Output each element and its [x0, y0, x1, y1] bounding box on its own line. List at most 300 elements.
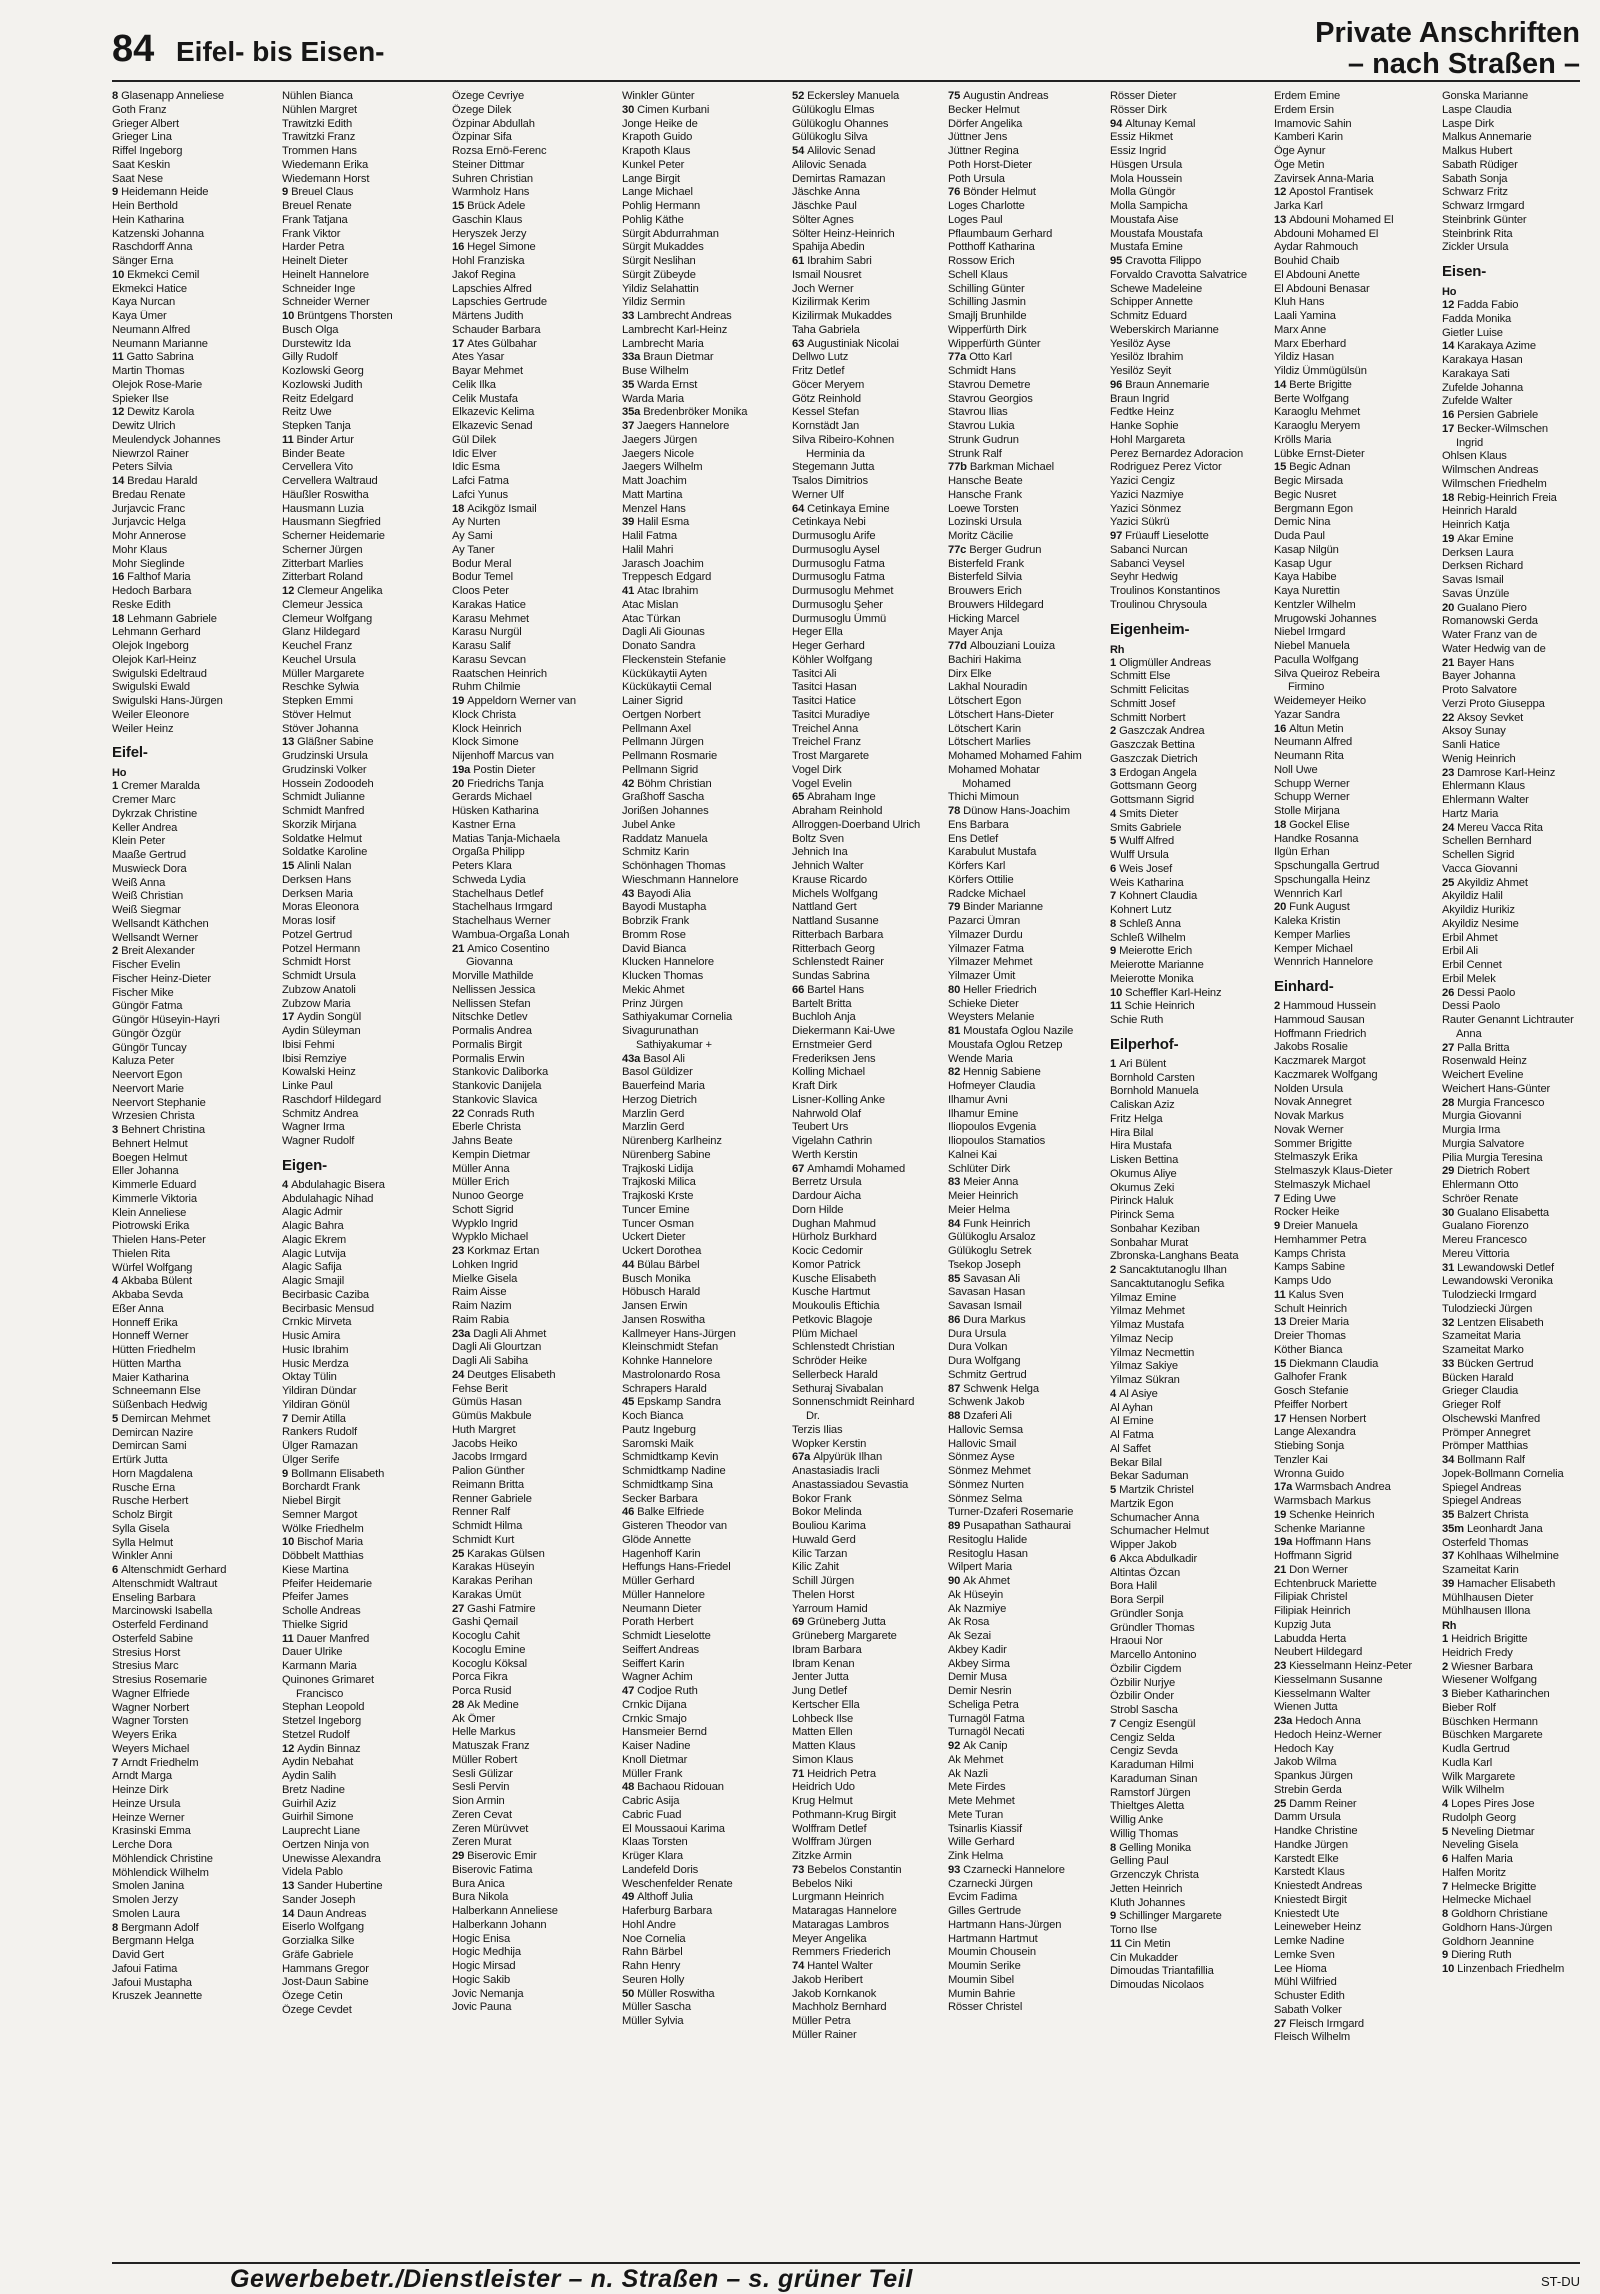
resident-entry: 3 Bieber Katharinchen	[1442, 1688, 1550, 1700]
resident-entry: Huth Margret	[452, 1423, 516, 1436]
house-number: 2	[1110, 725, 1117, 738]
resident-entry: Olschewski Manfred	[1442, 1412, 1541, 1425]
resident-entry: Galhofer Frank	[1274, 1371, 1347, 1384]
resident-entry: Simon Klaus	[792, 1753, 854, 1766]
house-number: 12	[112, 406, 125, 419]
resident-entry: Klaas Torsten	[622, 1836, 688, 1849]
resident-entry: Bayar Mehmet	[452, 365, 523, 377]
resident-entry: Behnert Helmut	[112, 1137, 188, 1150]
resident-entry: 11 Gatto Sabrina	[112, 351, 194, 364]
resident-entry: 2 Hammoud Hussein	[1274, 1000, 1376, 1012]
resident-entry: Turner-Dzaferi Rosemarie	[948, 1506, 1074, 1519]
resident-entry: El Abdouni Benasar	[1274, 282, 1370, 295]
resident-entry: Sabanci Nurcan	[1110, 543, 1188, 556]
resident-entry: 1 Ari Bülent	[1110, 1057, 1167, 1070]
resident-entry: Honneff Erika	[112, 1316, 178, 1329]
resident-entry: Marzlin Gerd	[622, 1121, 685, 1134]
resident-entry: Romanowski Gerda	[1442, 615, 1538, 628]
resident-entry: Prömper Matthias	[1442, 1440, 1528, 1453]
resident-entry: Klucken Thomas	[622, 970, 704, 982]
district-code: Ho	[1442, 286, 1457, 298]
resident-entry: Kizilirmak Kerim	[792, 296, 870, 309]
resident-entry: Water Hedwig van de	[1442, 642, 1546, 655]
resident-entry: Moras Iosif	[282, 915, 336, 927]
resident-entry: Bokor Melinda	[792, 1506, 862, 1519]
resident-entry: 11 Cin Metin	[1110, 1937, 1171, 1950]
house-number: 20	[1442, 601, 1455, 614]
resident-entry: Peters Silvia	[112, 461, 173, 474]
resident-entry: Linke Paul	[282, 1080, 333, 1092]
resident-entry: 84 Funk Heinrich	[948, 1217, 1031, 1230]
resident-entry: Wenig Heinrich	[1442, 752, 1516, 765]
resident-entry: 27 Palla Britta	[1442, 1041, 1510, 1054]
resident-entry: Steinbrink Rita	[1442, 227, 1513, 240]
resident-entry: 96 Braun Annemarie	[1110, 378, 1210, 391]
resident-entry: Tulodziecki Irmgard	[1442, 1289, 1537, 1301]
house-number: 89	[948, 1520, 961, 1532]
resident-entry: Ilgün Erhan	[1274, 846, 1330, 859]
resident-entry: Nühlen Bianca	[282, 90, 353, 102]
resident-entry: Körfers Ottilie	[948, 873, 1014, 886]
resident-entry: Marzlin Gerd	[622, 1107, 685, 1120]
resident-entry: Kilic Tarzan	[792, 1547, 848, 1560]
resident-entry: Dagli Ali Glourtzan	[452, 1341, 542, 1354]
resident-entry: Sabanci Veysel	[1110, 557, 1185, 570]
resident-entry: 18 Gockel Elise	[1274, 818, 1350, 831]
resident-entry: Crnkic Mirveta	[282, 1316, 352, 1329]
resident-entry: Yarroum Hamid	[792, 1602, 868, 1615]
house-number: 7	[1274, 1192, 1281, 1205]
house-number: 61	[792, 255, 805, 267]
resident-entry: Möhlendick Christine	[112, 1852, 213, 1865]
resident-entry: 25 Akyildiz Ahmet	[1442, 876, 1528, 889]
house-number: 3	[1442, 1688, 1449, 1700]
directory-column	[1442, 90, 1600, 2280]
resident-entry: Pflaumbaum Gerhard	[948, 227, 1053, 240]
resident-entry: Hüsgen Ursula	[1110, 158, 1183, 171]
resident-entry: Paculla Wolfgang	[1274, 653, 1359, 666]
resident-entry: 13 Gläßner Sabine	[282, 736, 374, 749]
resident-entry: Swigulski Ewald	[112, 681, 190, 694]
resident-entry: David Bianca	[622, 942, 687, 955]
resident-entry: Stolle Mirjana	[1274, 805, 1340, 817]
resident-entry: Al Fatma	[1110, 1429, 1154, 1441]
resident-entry: Gaszczak Bettina	[1110, 739, 1195, 751]
resident-entry: Mete Turan	[948, 1808, 1004, 1821]
resident-entry: Heger Gerhard	[792, 640, 865, 652]
resident-entry: Yilmazer Fatma	[948, 942, 1024, 955]
resident-entry: Hira Bilal	[1110, 1126, 1154, 1139]
resident-entry: 37 Kohlhaas Wilhelmine	[1442, 1550, 1559, 1563]
resident-entry: Sönmez Selma	[948, 1492, 1023, 1505]
resident-entry: Karaoglu Meryem	[1274, 420, 1361, 432]
resident-entry: Kaiser Nadine	[622, 1740, 691, 1752]
resident-entry: Jakobs Rosalie	[1274, 1041, 1348, 1054]
resident-entry: Moritz Cäcilie	[948, 530, 1014, 542]
resident-entry: Bisterfeld Silvia	[948, 571, 1022, 584]
resident-entry: Özbilir Cigdem	[1110, 1662, 1182, 1675]
resident-entry: Crnkic Dijana	[622, 1698, 687, 1711]
resident-entry: 78 Dünow Hans-Joachim	[948, 805, 1070, 817]
resident-entry: 7 Demir Atilla	[282, 1412, 346, 1425]
resident-entry: 12 Clemeur Angelika	[282, 585, 383, 597]
house-number: 2	[1442, 1660, 1449, 1673]
resident-entry: Palion Günther	[452, 1465, 525, 1477]
resident-entry: 9 Bollmann Elisabeth	[282, 1467, 385, 1480]
directory-column	[948, 90, 1112, 2280]
resident-entry: Cengiz Selda	[1110, 1731, 1175, 1744]
house-number: 33a	[622, 351, 641, 364]
resident-entry: Lewandowski Veronika	[1442, 1275, 1553, 1288]
house-number: 19a	[452, 763, 471, 776]
resident-entry: Lemke Sven	[1274, 1948, 1335, 1961]
resident-entry: Nitschke Detlev	[452, 1011, 528, 1024]
resident-entry: Raschdorff Anna	[112, 241, 193, 254]
house-number: 49	[622, 1891, 635, 1904]
resident-entry: Durmusoglu Fatma	[792, 557, 885, 570]
resident-entry: Gülükoglu Silva	[792, 131, 868, 144]
resident-entry: Bekar Saduman	[1110, 1470, 1189, 1483]
resident-entry: 8 Goldhorn Christiane	[1442, 1908, 1548, 1920]
resident-entry: Bouliou Karima	[792, 1520, 866, 1532]
resident-entry: Sonbahar Murat	[1110, 1236, 1189, 1249]
resident-entry: Neervort Egon	[112, 1069, 183, 1081]
resident-entry: Schmidt Kurt	[452, 1533, 515, 1546]
resident-entry: Spiegel Andreas	[1442, 1481, 1522, 1494]
resident-entry: Schmidt Lieselotte	[622, 1630, 711, 1642]
resident-entry: 19a Postin Dieter	[452, 763, 536, 776]
resident-entry: Elkazevic Kelima	[452, 406, 535, 419]
house-number: 15	[452, 200, 465, 212]
resident-entry: Altenschmidt Waltraut	[112, 1577, 218, 1590]
resident-entry: 12 Apostol Frantisek	[1274, 186, 1374, 199]
resident-entry: Mielke Gisela	[452, 1272, 518, 1285]
resident-entry: Water Franz van de	[1442, 629, 1538, 641]
resident-entry: 10 Linzenbach Friedhelm	[1442, 1963, 1565, 1975]
resident-entry: Schmidtkamp Kevin	[622, 1451, 719, 1464]
house-number: 15	[282, 860, 295, 872]
resident-entry: Kamps Udo	[1274, 1275, 1332, 1287]
resident-entry: 45 Epskamp Sandra	[622, 1396, 721, 1409]
house-number: 27	[452, 1602, 465, 1615]
resident-entry: Handke Jürgen	[1274, 1838, 1348, 1851]
resident-entry: Heinrich Harald	[1442, 505, 1517, 518]
resident-entry: Allroggen-Doerband Ulrich	[792, 818, 921, 831]
resident-entry: Weiß Siegmar	[112, 904, 181, 916]
resident-entry: 73 Bebelos Constantin	[792, 1863, 902, 1876]
resident-entry: Yilmaz Mustafa	[1110, 1319, 1184, 1331]
resident-entry: Zeren Murat	[452, 1836, 512, 1849]
resident-entry: Pellmann Sigrid	[622, 763, 699, 776]
resident-entry: Niebel Manuela	[1274, 640, 1350, 652]
resident-entry: Boltz Sven	[792, 832, 844, 845]
resident-entry: Gümüs Makbule	[452, 1410, 532, 1422]
resident-entry: Kilic Zahit	[792, 1561, 839, 1574]
resident-entry: 6 Akca Abdulkadir	[1110, 1552, 1198, 1565]
resident-entry: Kertscher Ella	[792, 1698, 860, 1711]
resident-entry: Ülger Ramazan	[282, 1440, 358, 1452]
resident-entry: Sancaktutanoglu Sefika	[1110, 1277, 1225, 1290]
resident-entry: Raschdorf Hildegard	[282, 1093, 382, 1106]
resident-entry: Schumacher Anna	[1110, 1511, 1200, 1524]
resident-entry: 24 Deutges Elisabeth	[452, 1368, 556, 1381]
resident-entry: 83 Meier Anna	[948, 1176, 1019, 1189]
resident-entry: Fischer Heinz-Dieter	[112, 972, 211, 985]
house-number: 22	[1442, 711, 1455, 724]
house-number: 11	[1274, 1288, 1286, 1301]
resident-entry: 79 Binder Marianne	[948, 901, 1043, 914]
resident-entry: Bora Serpil	[1110, 1594, 1164, 1606]
resident-entry: Hemhammer Petra	[1274, 1233, 1367, 1246]
resident-entry: Durmusoglu Mehmet	[792, 585, 894, 597]
resident-entry: 66 Bartel Hans	[792, 983, 864, 996]
resident-entry: Stetzel Ingeborg	[282, 1715, 362, 1727]
resident-entry: Zeren Cevat	[452, 1808, 512, 1821]
resident-entry: 11 Kalus Sven	[1274, 1288, 1344, 1301]
resident-entry: Trajkoski Krste	[622, 1190, 694, 1202]
resident-entry: Stelmaszyk Erika	[1274, 1151, 1358, 1164]
resident-entry: Güngör Tuncay	[112, 1041, 187, 1054]
resident-entry: Grieger Claudia	[1442, 1385, 1519, 1398]
resident-entry: Bura Anica	[452, 1877, 505, 1890]
resident-entry: Bora Halil	[1110, 1580, 1157, 1593]
resident-entry: Köther Bianca	[1274, 1343, 1343, 1356]
resident-entry: 50 Müller Roswitha	[622, 1987, 715, 2000]
resident-entry: Kalnei Kai	[948, 1148, 997, 1161]
resident-entry: Jovic Nemanja	[452, 1987, 524, 2000]
resident-entry: Karasu Salif	[452, 640, 511, 652]
resident-entry: Wagner Achim	[622, 1671, 693, 1684]
resident-entry: Wagner Torsten	[112, 1715, 189, 1728]
resident-entry: Erbil Cennet	[1442, 959, 1502, 971]
house-number: 41	[622, 585, 635, 597]
house-number: 11	[1110, 1937, 1122, 1950]
resident-entry: Ak Sezai	[948, 1630, 991, 1642]
resident-entry: 24 Mereu Vacca Rita	[1442, 821, 1543, 834]
resident-entry: Döbbelt Matthias	[282, 1550, 364, 1562]
resident-entry: Smits Gabriele	[1110, 821, 1182, 834]
resident-entry: Becirbasic Mensud	[282, 1302, 374, 1315]
resident-entry: Reschke Sylwia	[282, 681, 359, 694]
resident-entry: Warda Maria	[622, 392, 684, 405]
resident-entry: 88 Dzaferi Ali	[948, 1410, 1012, 1422]
house-number: 13	[282, 736, 295, 749]
resident-entry: 2 Wiesner Barbara	[1442, 1660, 1533, 1673]
resident-entry: Karakaya Sati	[1442, 367, 1510, 380]
resident-entry: Lemke Nadine	[1274, 1935, 1345, 1947]
resident-entry: Willig Anke	[1110, 1814, 1164, 1826]
resident-entry: Iliopoulos Evgenia	[948, 1121, 1037, 1134]
house-number: 5	[1442, 1825, 1449, 1838]
resident-entry: Hogic Sakib	[452, 1973, 511, 1986]
resident-entry: Zavirsek Anna-Maria	[1274, 172, 1374, 185]
resident-entry: Wolffram Detlef	[792, 1822, 867, 1835]
resident-entry: Potthoff Katharina	[948, 241, 1035, 254]
resident-entry: Krapoth Klaus	[622, 145, 691, 157]
house-number: 23	[1274, 1660, 1287, 1672]
resident-entry: Müller Hannelore	[622, 1588, 705, 1601]
resident-entry: Ibram Barbara	[792, 1643, 862, 1656]
resident-entry: Porca Fikra	[452, 1671, 508, 1684]
resident-entry: Kozlowski Georg	[282, 365, 364, 377]
resident-entry: Soldatke Helmut	[282, 832, 362, 845]
resident-entry: Müller Margarete	[282, 667, 365, 680]
resident-entry: Teubert Urs	[792, 1121, 849, 1134]
resident-entry: Dreier Thomas	[1274, 1330, 1346, 1342]
resident-entry: Maaße Gertrud	[112, 849, 186, 861]
resident-entry: Grieger Albert	[112, 117, 179, 130]
resident-entry: Goldhorn Hans-Jürgen	[1442, 1921, 1553, 1934]
resident-entry: 1 Heidrich Brigitte	[1442, 1633, 1528, 1645]
resident-entry: Lohbeck Ilse	[792, 1712, 854, 1725]
resident-entry: Weiß Christian	[112, 890, 184, 903]
resident-entry: Lehmann Gerhard	[112, 626, 201, 639]
resident-entry: Mete Mehmet	[948, 1795, 1015, 1807]
resident-entry: Lötschert Marlies	[948, 736, 1031, 749]
resident-entry: Krasinski Emma	[112, 1825, 191, 1838]
resident-entry: Schupp Werner	[1274, 777, 1350, 790]
resident-entry: 16 Falthof Maria	[112, 571, 191, 584]
house-number: 9	[282, 1467, 289, 1480]
resident-entry: Jakob Heribert	[792, 1973, 863, 1986]
resident-entry: Yildiz Sermin	[622, 296, 685, 309]
resident-entry: Jorißen Johannes	[622, 805, 709, 817]
house-number: 35a	[622, 406, 641, 419]
resident-entry: Basol Güldizer	[622, 1066, 693, 1079]
resident-entry: Keller Andrea	[112, 821, 178, 834]
resident-entry: Spankus Jürgen	[1274, 1770, 1353, 1782]
house-number: 7	[1110, 890, 1117, 903]
resident-entry: Pellmann Rosmarie	[622, 750, 718, 762]
resident-entry: Clemeur Wolfgang	[282, 612, 373, 625]
resident-entry: Frank Viktor	[282, 227, 341, 240]
resident-entry: Busch Olga	[282, 323, 339, 336]
house-number: 33	[622, 310, 635, 322]
house-number: 2	[1274, 1000, 1281, 1012]
resident-entry: Stresius Marc	[112, 1660, 179, 1673]
resident-entry: Thieltges Aletta	[1110, 1800, 1185, 1813]
house-number: 12	[282, 1742, 295, 1755]
resident-entry: Spieker Ilse	[112, 392, 169, 405]
resident-entry: 75 Augustin Andreas	[948, 90, 1049, 102]
house-number: 5	[1110, 835, 1117, 848]
resident-entry: 15 Diekmann Claudia	[1274, 1357, 1379, 1370]
resident-entry: 22 Aksoy Sevket	[1442, 711, 1524, 724]
resident-entry: Thelen Horst	[792, 1588, 855, 1601]
resident-entry: Remmers Friederich	[792, 1946, 891, 1959]
resident-entry: Jafoui Fatima	[112, 1962, 178, 1975]
resident-entry: Güngör Özgür	[112, 1027, 182, 1040]
resident-entry: Erbil Melek	[1442, 972, 1496, 985]
resident-entry: Pfeifer James	[282, 1591, 349, 1604]
resident-entry: Alagic Smajil	[282, 1275, 345, 1287]
resident-entry: Schneider Inge	[282, 282, 356, 295]
resident-entry: Zubzow Maria	[282, 997, 351, 1010]
resident-entry: Heinze Dirk	[112, 1784, 169, 1796]
house-number: 25	[1442, 876, 1455, 889]
resident-entry: Jacobs Heiko	[452, 1437, 518, 1450]
resident-entry: Terzis Ilias	[792, 1423, 843, 1436]
resident-entry: 77c Berger Gudrun	[948, 543, 1042, 556]
house-number: 45	[622, 1396, 635, 1409]
resident-entry: Dessi Paolo	[1442, 1000, 1501, 1013]
resident-entry: Wilpert Maria	[948, 1561, 1012, 1574]
resident-entry: Gründler Sonja	[1110, 1607, 1184, 1620]
resident-entry: Uckert Dorothea	[622, 1245, 702, 1257]
resident-entry: Ohlsen Klaus	[1442, 450, 1507, 463]
resident-entry: Bornhold Carsten	[1110, 1071, 1195, 1084]
resident-entry: Stresius Rosemarie	[112, 1674, 207, 1686]
resident-entry: 14 Daun Andreas	[282, 1907, 367, 1920]
resident-entry: Thielen Rita	[112, 1247, 170, 1260]
resident-entry: Begic Mirsada	[1274, 475, 1343, 487]
resident-entry: Fleckenstein Stefanie	[622, 653, 726, 666]
resident-entry: Raim Aisse	[452, 1286, 507, 1299]
house-number: 30	[1442, 1206, 1455, 1219]
resident-entry: Stepken Emmi	[282, 695, 353, 707]
resident-entry: Buchloh Anja	[792, 1011, 856, 1024]
resident-entry: Bredau Renate	[112, 488, 186, 501]
resident-entry: Schwarz Irmgard	[1442, 200, 1525, 212]
resident-entry: Porca Rusid	[452, 1685, 512, 1697]
resident-entry: Mühlhausen Dieter	[1442, 1591, 1534, 1604]
entry-continuation: Firmino	[1288, 681, 1325, 694]
resident-entry: Özege Dilek	[452, 103, 512, 116]
resident-entry: Weschenfelder Renate	[622, 1877, 733, 1890]
resident-entry: 16 Hegel Simone	[452, 241, 536, 254]
resident-entry: Güngör Hüseyin-Hayri	[112, 1014, 220, 1026]
resident-entry: 12 Fadda Fabio	[1442, 299, 1519, 311]
resident-entry: Noe Cornelia	[622, 1932, 686, 1945]
resident-entry: Ekmekci Hatice	[112, 282, 187, 295]
resident-entry: Karakas Ümüt	[452, 1588, 522, 1601]
house-number: 50	[622, 1987, 635, 2000]
resident-entry: Altintas Özcan	[1110, 1566, 1181, 1579]
resident-entry: Pohlig Käthe	[622, 213, 684, 226]
resident-entry: Sölter Agnes	[792, 213, 854, 226]
resident-entry: Hartz Maria	[1442, 807, 1499, 820]
resident-entry: Mete Firdes	[948, 1781, 1006, 1794]
resident-entry: Wagner Rudolf	[282, 1135, 355, 1147]
resident-entry: Wypklo Ingrid	[452, 1217, 518, 1230]
resident-entry: Wilmschen Andreas	[1442, 464, 1539, 476]
resident-entry: Spiegel Andreas	[1442, 1495, 1522, 1508]
resident-entry: Rahn Bärbel	[622, 1946, 683, 1959]
resident-entry: Schilling Günter	[948, 282, 1025, 295]
resident-entry: Sellerbeck Harald	[792, 1368, 878, 1381]
resident-entry: Krause Ricardo	[792, 873, 868, 886]
resident-entry: Frank Tatjana	[282, 213, 348, 226]
house-number: 94	[1110, 117, 1123, 130]
resident-entry: Stankovic Daliborka	[452, 1066, 549, 1079]
resident-entry: 3 Behnert Christina	[112, 1124, 205, 1136]
resident-entry: Horn Magdalena	[112, 1467, 193, 1480]
resident-entry: Kemper Michael	[1274, 942, 1353, 955]
resident-entry: Dughan Mahmud	[792, 1217, 876, 1230]
resident-entry: Reske Edith	[112, 598, 171, 611]
resident-entry: Ibram Kenan	[792, 1657, 855, 1670]
resident-entry: Halil Mahri	[622, 543, 674, 556]
resident-entry: Malkus Annemarie	[1442, 131, 1532, 144]
resident-entry: Kiesselmann Susanne	[1274, 1673, 1383, 1686]
resident-entry: Wennrich Karl	[1274, 887, 1343, 900]
house-number: 80	[948, 983, 961, 996]
street-range-heading: Eifel- bis Eisen-	[176, 36, 385, 67]
resident-entry: Hein Berthold	[112, 200, 178, 212]
house-number: 18	[1442, 491, 1455, 504]
resident-entry: Tenzler Kai	[1274, 1453, 1328, 1466]
resident-entry: 34 Bollmann Ralf	[1442, 1454, 1525, 1466]
